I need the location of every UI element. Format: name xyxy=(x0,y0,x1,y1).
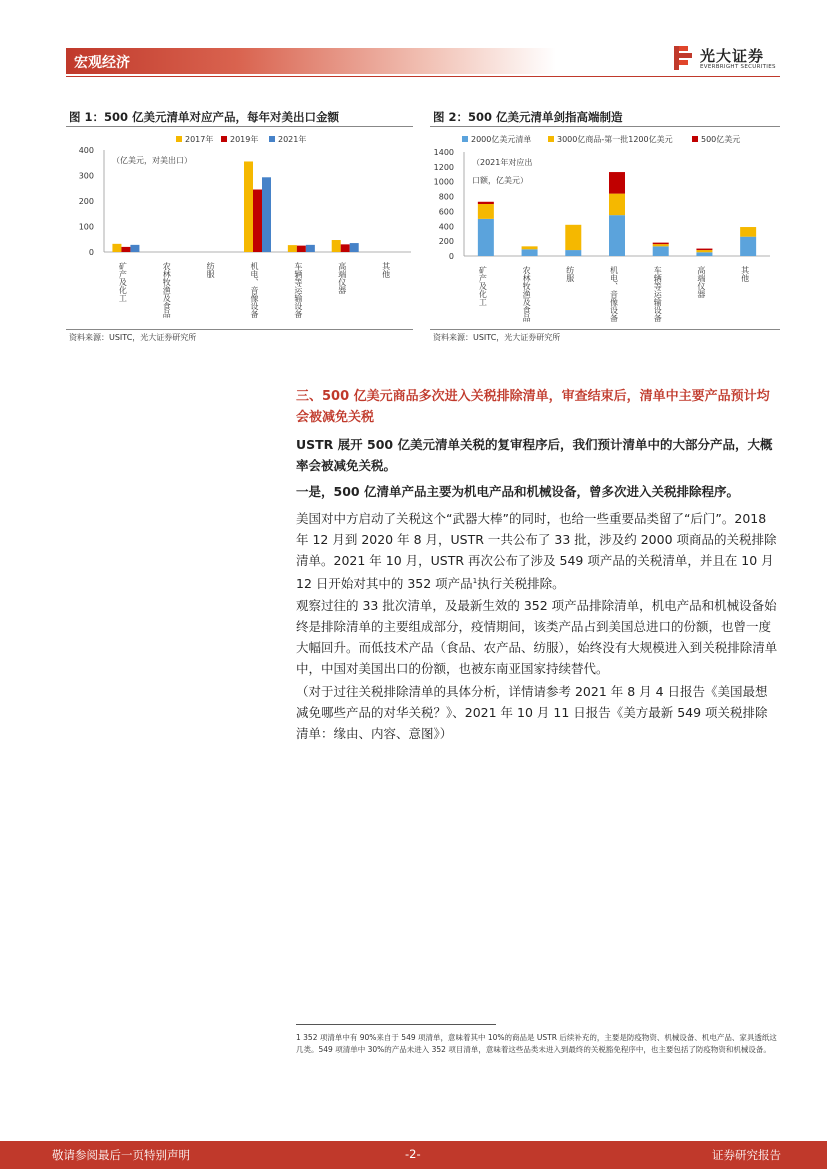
legend-swatch xyxy=(462,136,468,142)
y-tick-label: 300 xyxy=(78,171,94,181)
bar xyxy=(522,249,538,256)
paragraph-3 xyxy=(296,508,780,594)
legend-label: 2000亿美元清单 xyxy=(471,135,532,144)
bar xyxy=(262,177,271,252)
figure1-title: 图 1：500 亿美元清单对应产品，每年对美出口金额 xyxy=(69,110,340,124)
bar xyxy=(253,190,262,252)
bar xyxy=(332,240,341,252)
y-tick-label: 200 xyxy=(438,237,454,247)
bar xyxy=(696,249,712,250)
x-tick-label: 农林牧渔及食品 xyxy=(522,266,532,322)
x-tick-label: 其他 xyxy=(740,266,750,282)
bar xyxy=(297,246,306,252)
bar xyxy=(341,244,350,252)
unit-note: （2021年对应出 xyxy=(472,158,533,167)
x-tick-label: 纺服 xyxy=(206,262,216,278)
footnote-divider xyxy=(296,1024,496,1025)
bar xyxy=(740,227,756,237)
bar xyxy=(350,243,359,252)
paragraph-3-tail: 执行关税排除。 xyxy=(477,576,565,592)
bar xyxy=(565,225,581,250)
x-tick-label: 其他 xyxy=(381,262,391,278)
unit-note: 口额，亿美元） xyxy=(472,176,528,185)
x-tick-label: 高端仪器 xyxy=(337,262,347,294)
footnote-ref[interactable]: 1 xyxy=(472,577,478,585)
logo-subtext: EVERBRIGHT SECURITIES xyxy=(700,64,776,70)
y-tick-label: 0 xyxy=(448,252,454,261)
paragraph-5: （对于过往关税排除清单的具体分析，详情请参考 2021 年 8 月 4 日报告《美国最想减免哪些产品的对华关税？》、2021 年 10 月 11 日报告《美方最新 549 项关税排除清单：缘由、内容、意图》） xyxy=(296,684,768,741)
figure2-source: 资料来源：USITC，光大证券研究所 xyxy=(433,333,561,342)
legend-label: 500亿美元 xyxy=(701,135,741,144)
x-tick-label: 车辆等运输设备 xyxy=(293,262,303,318)
x-tick-label: 矿产及化工 xyxy=(478,266,488,306)
y-tick-label: 0 xyxy=(88,248,94,257)
bar xyxy=(609,172,625,194)
bar xyxy=(478,202,494,204)
y-tick-label: 200 xyxy=(78,197,94,206)
header-divider xyxy=(66,76,780,77)
legend-swatch xyxy=(692,136,698,142)
bar xyxy=(244,161,253,252)
y-tick-label: 400 xyxy=(78,146,94,155)
page-number: -2- xyxy=(405,1147,421,1161)
x-tick-label: 车辆等运输设备 xyxy=(653,266,663,322)
bar xyxy=(696,252,712,256)
bar xyxy=(478,204,494,219)
paragraph-4: 观察过往的 33 批次清单，及最新生效的 352 项产品排除清单，机电产品和机械设备始终是排除清单的主要组成部分，疫情期间，该类产品占到美国总进口的份额，也曾一度大幅回升。而低技术产品（食品、农产品、纺服），始终没有大规模进入到关税排除清单中，中国对美国出口的份额，也被东南亚国家持续替代。 xyxy=(296,598,778,676)
footer-disclaimer: 敬请参阅最后一页特别声明 xyxy=(52,1148,190,1162)
paragraph-2: 一是，500 亿清单产品主要为机电产品和机械设备，曾多次进入关税排除程序。 xyxy=(296,484,739,499)
legend-label: 2017年 xyxy=(185,135,214,144)
bar xyxy=(112,244,121,252)
legend-label: 2019年 xyxy=(230,135,259,144)
figure1-chart xyxy=(66,128,413,328)
paragraph-3-text: 美国对中方启动了关税这个“武器大棒”的同时，也给一些重要品类留了“后门”。2018 年 12 月到 2020 年 8 月，USTR 一共公布了 33 批，涉及约 2000 项商品的关税排除清单。2021 年 10 月，USTR 再次公布了涉及 549 项产品的关税清单，并且在 10 月 12 日开始对其中的 352 项产品 xyxy=(296,511,777,592)
figure1-top-rule xyxy=(66,126,413,127)
bar xyxy=(740,237,756,256)
legend-label: 3000亿商品-第一批1200亿美元 xyxy=(557,135,673,144)
bar xyxy=(653,243,669,244)
section-heading: 三、500 亿美元商品多次进入关税排除清单，审查结束后，清单中主要产品预计均会被减免关税 xyxy=(296,389,770,425)
legend-swatch xyxy=(548,136,554,142)
x-tick-label: 纺服 xyxy=(565,266,575,282)
unit-note: （亿美元，对美出口） xyxy=(112,156,192,165)
legend-swatch xyxy=(221,136,227,142)
figure2-title: 图 2：500 亿美元清单剑指高端制造 xyxy=(433,110,623,124)
y-tick-label: 100 xyxy=(78,222,94,232)
brand-logo xyxy=(672,44,782,74)
bar xyxy=(121,247,130,252)
x-tick-label: 高端仪器 xyxy=(696,266,706,298)
y-tick-label: 1200 xyxy=(433,162,454,172)
figure2-bottom-rule xyxy=(430,329,780,330)
bar xyxy=(306,245,315,252)
footnote: 1 352 项清单中有 90%来自于 549 项清单，意味着其中 10%的商品是 USTR 后续补充的，主要是防疫物资、机械设备、机电产品、家具透纸这几类。549 项清单中 30%的产品未进入 352 项目清单，意味着这些品类未进入到最终的关税豁免程序中，也主要包括了防疫物资和机械设备。 xyxy=(296,1033,777,1054)
x-tick-label: 农林牧渔及食品 xyxy=(162,262,172,318)
bar xyxy=(522,246,538,249)
logo-mark-icon xyxy=(672,44,694,72)
bar xyxy=(288,245,297,252)
x-tick-label: 矿产及化工 xyxy=(118,262,128,302)
bar xyxy=(565,250,581,256)
logo-text: 光大证券 xyxy=(700,47,765,65)
bar xyxy=(130,245,139,252)
y-tick-label: 1400 xyxy=(433,148,454,157)
y-tick-label: 1000 xyxy=(433,177,454,187)
bar xyxy=(609,215,625,256)
figure2-chart xyxy=(430,128,780,328)
legend-swatch xyxy=(269,136,275,142)
legend-swatch xyxy=(176,136,182,142)
bar xyxy=(478,219,494,256)
paragraph-1: USTR 展开 500 亿美元清单关税的复审程序后，我们预计清单中的大部分产品，大概率会被减免关税。 xyxy=(296,437,773,473)
figure1-source: 资料来源：USITC，光大证券研究所 xyxy=(69,333,197,342)
bar xyxy=(653,246,669,256)
bar xyxy=(696,250,712,252)
y-tick-label: 400 xyxy=(438,222,454,232)
bar xyxy=(609,194,625,216)
x-tick-label: 机电、音像设备 xyxy=(250,262,259,318)
figure1-bottom-rule xyxy=(66,329,413,330)
legend-label: 2021年 xyxy=(278,135,307,144)
y-tick-label: 800 xyxy=(438,192,454,202)
bar xyxy=(653,244,669,246)
section-label: 宏观经济 xyxy=(74,55,130,71)
y-tick-label: 600 xyxy=(438,207,454,217)
x-tick-label: 机电、音像设备 xyxy=(609,266,619,322)
footer-report-type: 证券研究报告 xyxy=(712,1148,781,1162)
figure2-top-rule xyxy=(430,126,780,127)
header-bar xyxy=(66,48,556,74)
